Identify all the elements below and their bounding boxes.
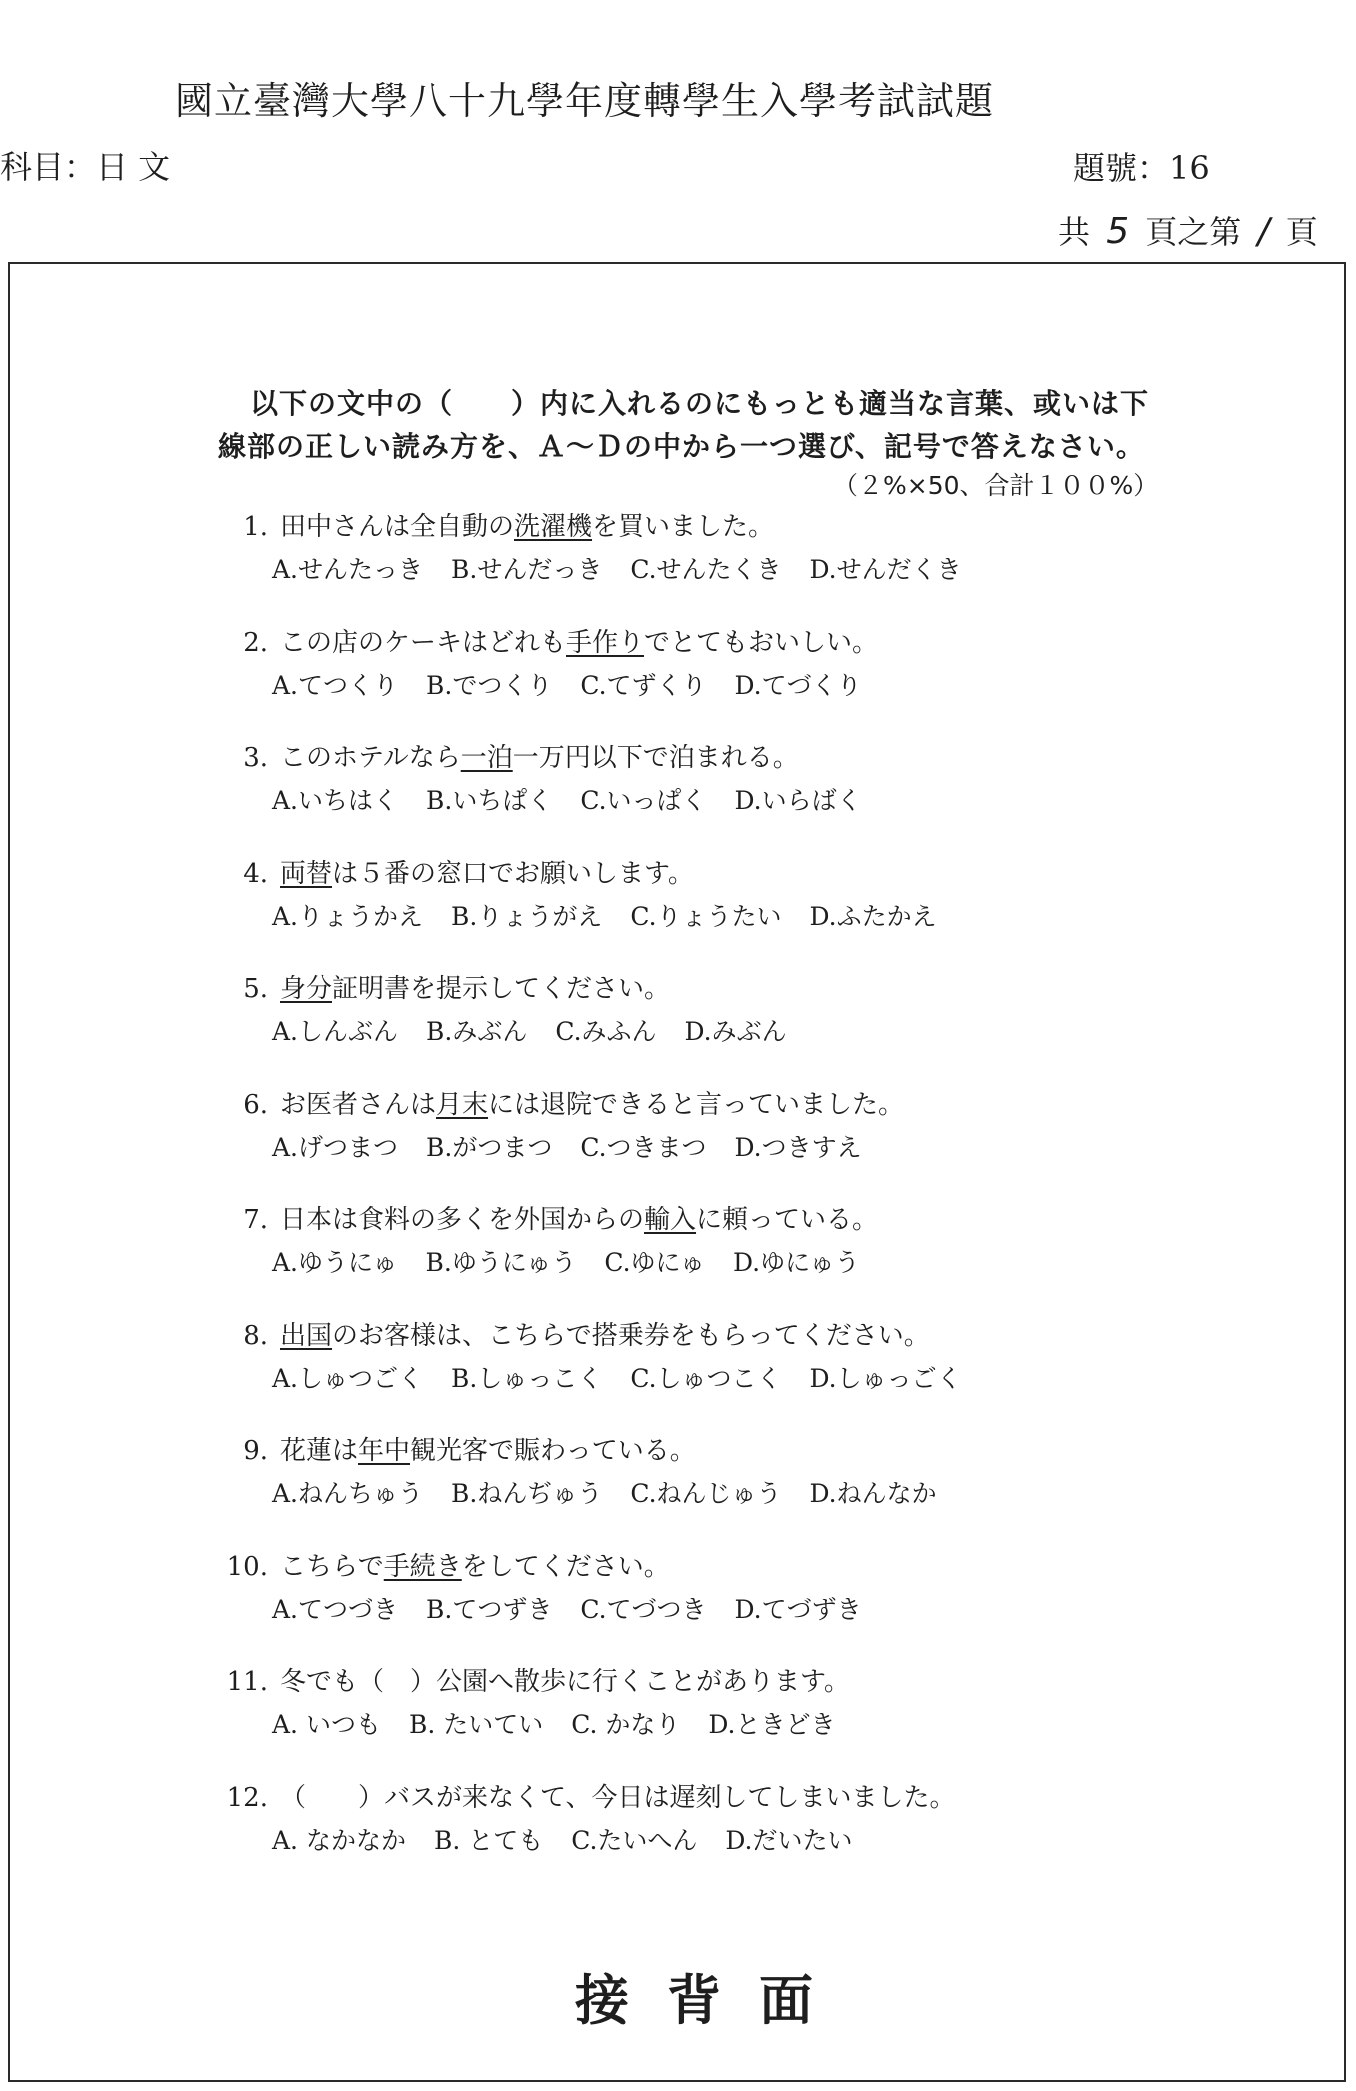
question-text-pre: 田中さんは全自動の [280,512,515,542]
question-number: 3. [243,743,268,773]
question-text-post: 証明書を提示してください。 [332,974,671,1004]
underlined-word: 身分 [280,974,333,1004]
answer-options [272,781,890,817]
option-c: C.りょうたい [630,902,782,931]
answer-options [272,1821,881,1857]
option-a: A.ねんちゅう [272,1479,424,1508]
question-7 [210,1199,878,1236]
option-b: B.みぶん [426,1017,528,1046]
option-a: A.せんたっき [272,555,424,584]
question-number: 10. [226,1552,268,1582]
option-c: C.てずくり [580,671,707,700]
question-text-post: のお客様は、こちらで搭乗券をもらってください。 [332,1321,930,1351]
option-c: C.みふん [555,1017,657,1046]
question-9 [210,1430,696,1467]
question-text-pre: 日本は食料の多くを外国からの [280,1205,645,1235]
question-text-post: をしてください。 [461,1552,670,1582]
question-2 [210,622,878,659]
page-prefix: 共 [1058,213,1091,251]
instructions-line-1: 以下の文中の（ ）内に入れるのにもっとも適当な言葉、或いは下 [250,387,1150,420]
question-12 [210,1777,955,1814]
option-a: A.ゆうにゅ [272,1248,398,1277]
answer-options [272,666,890,702]
question-number: 8. [243,1321,268,1351]
underlined-word: 洗濯機 [514,512,593,542]
option-d: D.みぶん [684,1017,787,1046]
underlined-word: 手作り [566,628,645,658]
answer-options [272,1359,990,1395]
question-3 [210,737,799,774]
question-10 [210,1546,670,1583]
option-a: A.しんぶん [272,1017,399,1046]
option-d: D.ゆにゅう [733,1248,860,1277]
option-a: A.てつづき [272,1595,399,1624]
option-a: A.しゅつごく [272,1364,424,1393]
option-d: D.せんだくき [809,555,962,584]
option-b: B. たいてい [408,1710,544,1739]
question-text-pre: 冬でも（ ）公園へ散歩に行くことがあります。 [280,1667,850,1697]
page-indicator [1058,207,1318,253]
exam-title: 國立臺灣大學八十九學年度轉學生入學考試試題 [175,79,995,123]
question-text-post: 一万円以下で泊まれる。 [512,743,799,773]
page-middle: 頁之第 [1145,213,1242,251]
option-b: B.でつくり [426,671,553,700]
answer-options [272,1128,890,1164]
option-c: C.しゅつこく [630,1364,782,1393]
option-d: D.ねんなか [809,1479,937,1508]
question-text-pre: 花蓮は [280,1436,359,1466]
subject-label: 科目：日 文 [0,148,171,186]
question-text-pre: この店のケーキはどれも [280,628,567,658]
option-d: D.ふたかえ [809,902,937,931]
score-note: （２%×50、合計１００%） [833,471,1159,500]
page-current: / [1257,211,1270,252]
question-text-post: でとてもおいしい。 [644,628,879,658]
question-8 [210,1315,930,1352]
question-11 [210,1661,850,1698]
option-c: C.ゆにゅ [604,1248,706,1277]
answer-options [272,1474,965,1510]
option-b: B.りょうがえ [451,902,603,931]
underlined-word: 輸入 [644,1205,697,1235]
option-d: D.いらばく [734,786,862,815]
answer-options [272,897,965,933]
option-a: A. いつも [272,1710,381,1739]
question-number: 題號：16 [1073,149,1210,187]
answer-options [272,1705,863,1741]
question-number: 1. [243,512,268,542]
question-number: 9. [243,1436,268,1466]
option-a: A.てつくり [272,671,399,700]
question-text-pre: お医者さんは [280,1090,437,1120]
option-c: C.ねんじゅう [630,1479,782,1508]
option-a: A.いちはく [272,786,399,815]
question-1 [210,506,774,543]
option-c: C.てづつき [580,1595,707,1624]
question-number: 6. [243,1090,268,1120]
question-text-post: は５番の窓口でお願いします。 [332,859,694,889]
option-b: B. とても [433,1826,544,1855]
option-b: B.しゅっこく [451,1364,603,1393]
option-d: D.てづずき [734,1595,862,1624]
continue-on-back: 接背面 [575,1968,851,2032]
answer-options [272,1590,890,1626]
option-d: D.てづくり [734,671,862,700]
option-b: B.ゆうにゅう [425,1248,577,1277]
underlined-word: 出国 [280,1321,333,1351]
question-number: 4. [243,859,268,889]
option-d: D.しゅっごく [809,1364,962,1393]
option-a: A.げつまつ [272,1133,399,1162]
question-number: 7. [243,1205,268,1235]
question-text-post: 観光客で賑わっている。 [410,1436,696,1466]
underlined-word: 両替 [280,859,333,889]
option-a: A.りょうかえ [272,902,424,931]
underlined-word: 月末 [436,1090,489,1120]
option-c: C. かなり [571,1710,681,1739]
option-c: C.せんたくき [630,555,782,584]
question-5 [210,968,670,1005]
option-b: B.がつまつ [426,1133,553,1162]
option-c: C.つきまつ [580,1133,707,1162]
answer-options [272,1012,815,1048]
option-d: D.つきすえ [734,1133,862,1162]
question-number: 5. [243,974,268,1004]
question-text-post: を買いました。 [592,512,775,542]
question-number: 11. [226,1667,268,1697]
option-b: B.せんだっき [451,555,603,584]
option-b: B.ねんぢゅう [451,1479,603,1508]
option-b: B.いちぱく [426,786,553,815]
answer-options [272,1243,888,1279]
question-number: 2. [243,628,268,658]
question-text-post: に頼っている。 [696,1205,879,1235]
question-text-pre: こちらで [280,1552,384,1582]
question-text-pre: （ ）バスが来なくて、今日は遅刻してしまいました。 [280,1783,956,1813]
question-text-post: には退院できると言っていました。 [488,1090,905,1120]
option-a: A. なかなか [272,1826,406,1855]
page-suffix: 頁 [1285,213,1318,251]
option-d: D.だいたい [725,1826,853,1855]
instructions-line-2: 線部の正しい読み方を、Ａ～Ｄの中から一つ選び、記号で答えなさい。 [218,430,1145,463]
question-number: 12. [226,1783,268,1813]
option-c: C.いっぱく [580,786,707,815]
option-b: B.てつずき [426,1595,553,1624]
question-6 [210,1084,904,1121]
question-text-pre: このホテルなら [280,743,461,773]
option-d: D.ときどき [708,1710,836,1739]
option-c: C.たいへん [571,1826,698,1855]
underlined-word: 一泊 [460,743,513,773]
page-total: 5 [1106,211,1130,252]
underlined-word: 手続き [383,1552,462,1582]
answer-options [272,550,990,586]
underlined-word: 年中 [358,1436,411,1466]
question-4 [210,853,694,890]
